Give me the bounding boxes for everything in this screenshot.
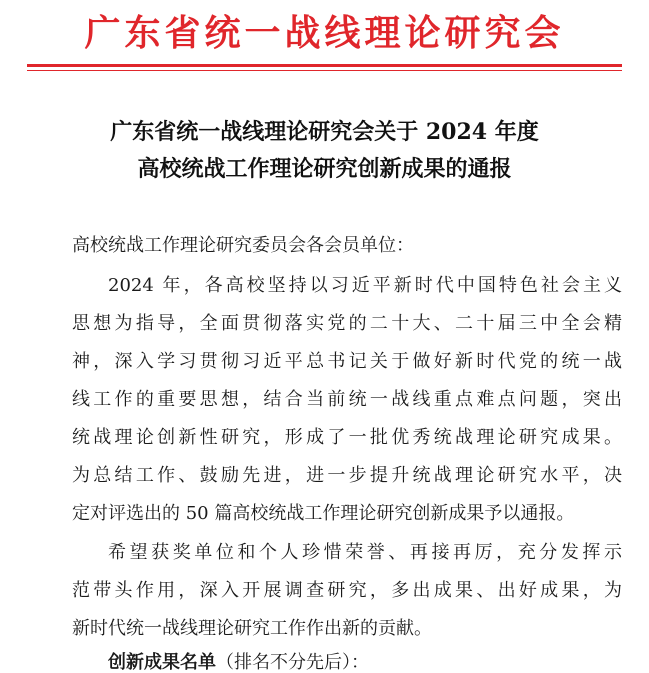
salutation: 高校统战工作理论研究委员会各会员单位： (72, 235, 414, 256)
paragraph-1-line: 为总结工作、鼓励先进，进一步提升统战理论研究水平，决 (72, 465, 622, 486)
document-title-line-1: 广东省统一战线理论研究会关于 2024 年度 (110, 119, 539, 145)
paragraph-2-line: 希望获奖单位和个人珍惜荣誉、再接再厉，充分发挥示 (108, 542, 622, 563)
masthead-divider-thick (27, 64, 622, 67)
masthead-org-name: 广东省统一战线理论研究会 (84, 12, 565, 54)
masthead-divider-thin (27, 70, 622, 71)
results-list-label: 创新成果名单 (108, 652, 216, 673)
paragraph-2-line: 新时代统一战线理论研究工作作出新的贡献。 (72, 618, 432, 639)
paragraph-2-line: 范带头作用，深入开展调查研究，多出成果、出好成果，为 (72, 580, 622, 601)
results-list-heading (108, 650, 369, 673)
paragraph-1-line: 思想为指导，全面贯彻落实党的二十大、二十届三中全会精 (72, 313, 622, 334)
paragraph-1-line: 定对评选出的 50 篇高校统战工作理论研究创新成果予以通报。 (72, 503, 575, 524)
paragraph-1-line: 2024 年，各高校坚持以习近平新时代中国特色社会主义 (108, 275, 622, 296)
paragraph-1-line: 统战理论创新性研究，形成了一批优秀统战理论研究成果。 (72, 427, 622, 448)
paragraph-1-line: 神，深入学习贯彻习近平总书记关于做好新时代党的统一战 (72, 351, 622, 372)
results-list-note: （排名不分先后）： (216, 652, 369, 673)
document-title-line-2: 高校统战工作理论研究创新成果的通报 (137, 156, 512, 182)
paragraph-1-line: 线工作的重要思想，结合当前统一战线重点难点问题，突出 (72, 389, 622, 410)
